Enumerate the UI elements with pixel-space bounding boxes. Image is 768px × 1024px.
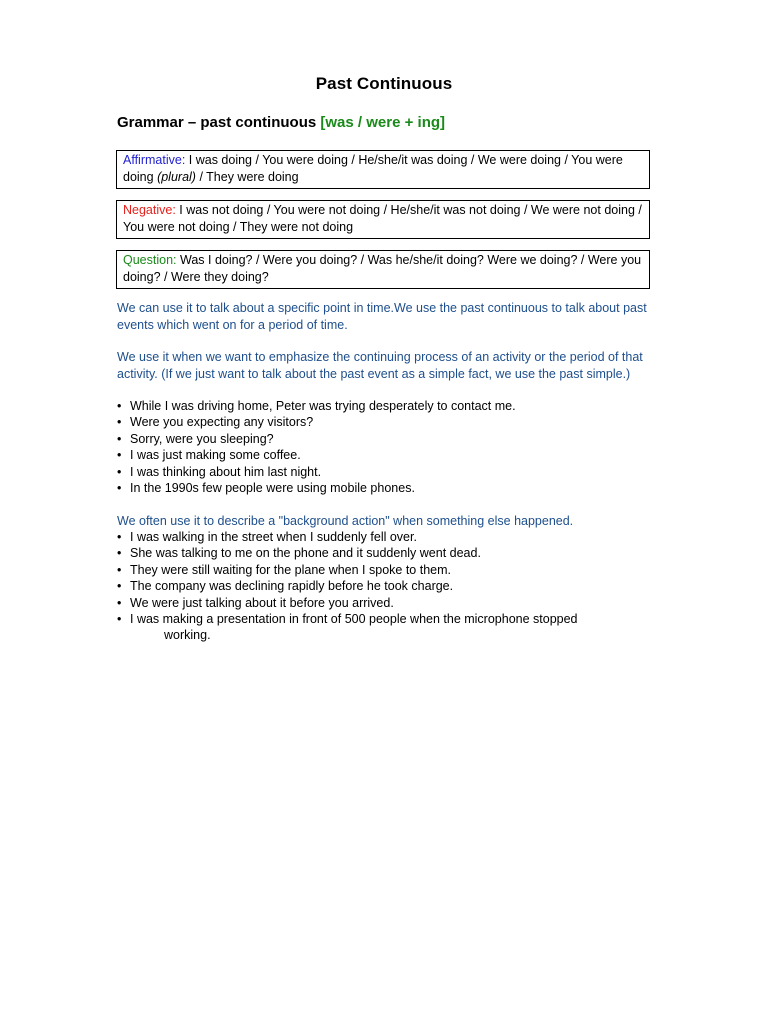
bullet-icon: • (117, 562, 122, 577)
bullet-icon: • (117, 415, 122, 430)
grammar-subheading (117, 114, 445, 131)
bullet-icon: • (117, 464, 122, 479)
bullet-icon: • (117, 481, 122, 496)
subheading-label: Grammar – past continuous (117, 114, 321, 131)
question-box (116, 250, 650, 289)
list-item: • In the 1990s few people were using mobile phones. (117, 481, 415, 496)
list-item: • I was thinking about him last night. (117, 464, 322, 479)
usage-paragraph-1: We can use it to talk about a specific point in time.We use the past continuous to talk about past events which went on for a period of time. (117, 301, 647, 332)
subheading-formula: [was / were + ing] (320, 114, 446, 131)
negative-box (116, 200, 650, 239)
question-label: Question: (123, 253, 177, 267)
affirmative-box (116, 150, 650, 189)
list-item: • I was just making some coffee. (117, 448, 301, 463)
example-list-2 (117, 529, 652, 644)
bullet-icon: • (117, 612, 122, 627)
list-item: • We were just talking about it before you arrived. (117, 595, 394, 610)
list-item: • I was walking in the street when I suddenly fell over. (117, 530, 417, 544)
bullet-icon: • (117, 448, 122, 463)
list-item: • While I was driving home, Peter was trying desperately to contact me. (117, 399, 516, 413)
bullet-icon: • (117, 579, 122, 594)
page-title: Past Continuous (315, 74, 453, 93)
bullet-icon: • (117, 595, 122, 610)
bullet-icon: • (117, 399, 122, 413)
question-text: Was I doing? / Were you doing? / Was he/she/it doing? Were we doing? / Were you doing? / Were they doing? (123, 253, 642, 284)
list-item: • They were still waiting for the plane when I spoke to them. (117, 562, 451, 577)
affirmative-text-end: / They were doing (195, 170, 299, 184)
bullet-icon: • (117, 431, 122, 446)
list-item: • The company was declining rapidly before he took charge. (117, 579, 454, 594)
bullet-icon: • (117, 530, 122, 544)
affirmative-text: I was doing / You were doing / He/she/it was doing / We were doing / You were doing (123, 153, 623, 184)
bullet-icon: • (117, 546, 122, 561)
negative-text: I was not doing / You were not doing / He/she/it was not doing / We were not doing / You were not doing / They were not doing (123, 203, 642, 234)
list-item-continuation: working. (164, 628, 211, 643)
example-list-1 (117, 398, 652, 496)
list-item: • Were you expecting any visitors? (117, 415, 314, 430)
list-item: • Sorry, were you sleeping? (117, 431, 274, 446)
usage-paragraph-2: We use it when we want to emphasize the continuing process of an activity or the period of that activity. (If we just want to talk about the past event as a simple fact, we use the past simple.) (117, 350, 643, 381)
negative-label: Negative: (123, 203, 176, 217)
affirmative-plural-note: (plural) (157, 170, 196, 184)
list-item: • I was making a presentation in front of 500 people when the microphone stopped working. (117, 611, 652, 644)
affirmative-label: Affirmative: (123, 153, 186, 167)
usage-paragraph-3: We often use it to describe a "background action" when something else happened. (117, 514, 574, 528)
list-item: • She was talking to me on the phone and it suddenly went dead. (117, 546, 481, 561)
